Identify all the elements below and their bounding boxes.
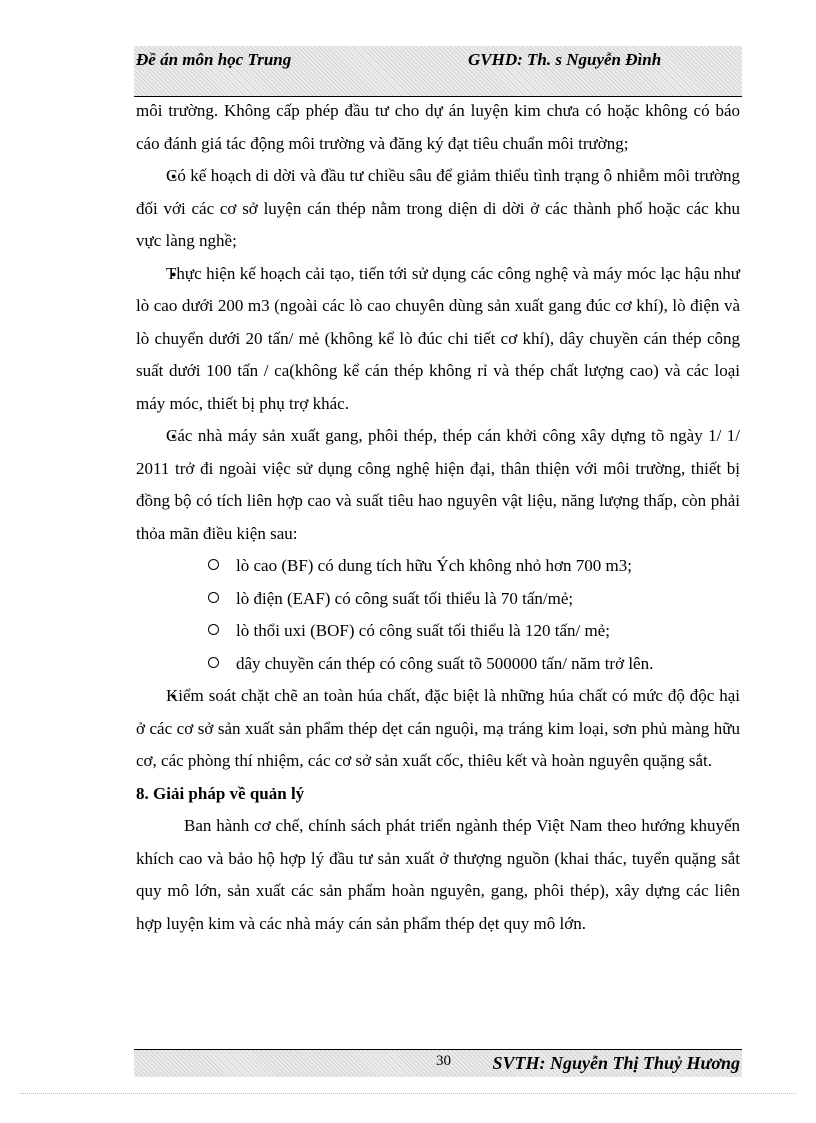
circle-bullet-icon [208, 624, 219, 635]
header-advisor: GVHD: Th. s Nguyễn Đình [468, 50, 662, 69]
page-footer [134, 1049, 742, 1077]
header-course-title: Đề án môn học Trung [136, 50, 292, 69]
page-header [134, 46, 742, 97]
sub-item-rolling-line: dây chuyền cán thép có công suất tõ 500000 tấn/ năm trở lên. [136, 648, 740, 681]
sub-item-electric-furnace: lò điện (EAF) có công suất tối thiểu là 70 tấn/mẻ; [136, 583, 740, 616]
sub-item-blast-furnace: lò cao (BF) có dung tích hữu Ých không nhỏ hơn 700 m3; [136, 550, 740, 583]
circle-bullet-icon [208, 592, 219, 603]
bullet-item-new-plants: ● Các nhà máy sản xuất gang, phôi thép, thép cán khởi công xây dựng tõ ngày 1/ 1/ 2011 trở đi ngoài việc sử dụng công nghệ hiện đại, thân thiện với môi trường, thiết bị đồng bộ có tích liên hợp cao và suất tiêu hao nguyên vật liệu, năng lượng thấp, còn phải thỏa mãn điều kiện sau: [136, 420, 740, 550]
section-heading: 8. Giải pháp về quản lý [136, 783, 305, 803]
circle-bullet-icon [208, 559, 219, 570]
paragraph-continuation: môi trường. Không cấp phép đầu tư cho dự án luyện kim chưa có hoặc không có báo cáo đánh giá tác động môi trường và đăng ký đạt tiêu chuẩn môi trường; [136, 101, 740, 153]
page-bottom-border [20, 1093, 796, 1094]
bullet-item-relocation: ● Có kế hoạch di dời và đầu tư chiều sâu để giảm thiểu tình trạng ô nhiễm môi trường đối với các cơ sở luyện cán thép nằm trong diện di dời ở các thành phố hoặc các khu vực làng nghề; [136, 160, 740, 258]
page-number: 30 [436, 1053, 451, 1069]
sub-item-oxygen-furnace: lò thổi uxi (BOF) có công suất tối thiểu là 120 tấn/ mẻ; [136, 615, 740, 648]
page-content [136, 95, 740, 940]
bullet-item-renovation: ● Thực hiện kế hoạch cải tạo, tiến tới sử dụng các công nghệ và máy móc lạc hậu như lò cao dưới 200 m3 (ngoài các lò cao chuyên dùng sản xuất gang đúc cơ khí), lò điện và lò chuyển dưới 20 tấn/ mẻ (không kể lò đúc chi tiết cơ khí), dây chuyền cán thép công suất dưới 100 tấn / ca(không kể cán thép không rỉ và thép chất lượng cao) và các loại máy móc, thiết bị phụ trợ khác. [136, 258, 740, 421]
paragraph-management: Ban hành cơ chế, chính sách phát triển ngành thép Việt Nam theo hướng khuyến khích cao và bảo hộ hợp lý đầu tư sản xuất ở thượng nguồn (khai thác, tuyển quặng sắt quy mô lớn, sản xuất các sản phẩm hoàn nguyên, gang, phôi thép), xây dựng các liên hợp luyện kim và các nhà máy cán sản phẩm thép dẹt quy mô lớn. [136, 816, 740, 933]
footer-author: SVTH: Nguyễn Thị Thuỷ Hương [492, 1053, 740, 1073]
bullet-item-chemical-safety: ● Kiểm soát chặt chẽ an toàn húa chất, đặc biệt là những húa chất có mức độ độc hại ở các cơ sở sản xuất sản phẩm thép dẹt cán nguội, mạ tráng kim loại, sơn phủ màng hữu cơ, các phòng thí nhiệm, các cơ sở sản xuất cốc, thiêu kết và hoàn nguyên quặng sắt. [136, 680, 740, 778]
circle-bullet-icon [208, 657, 219, 668]
